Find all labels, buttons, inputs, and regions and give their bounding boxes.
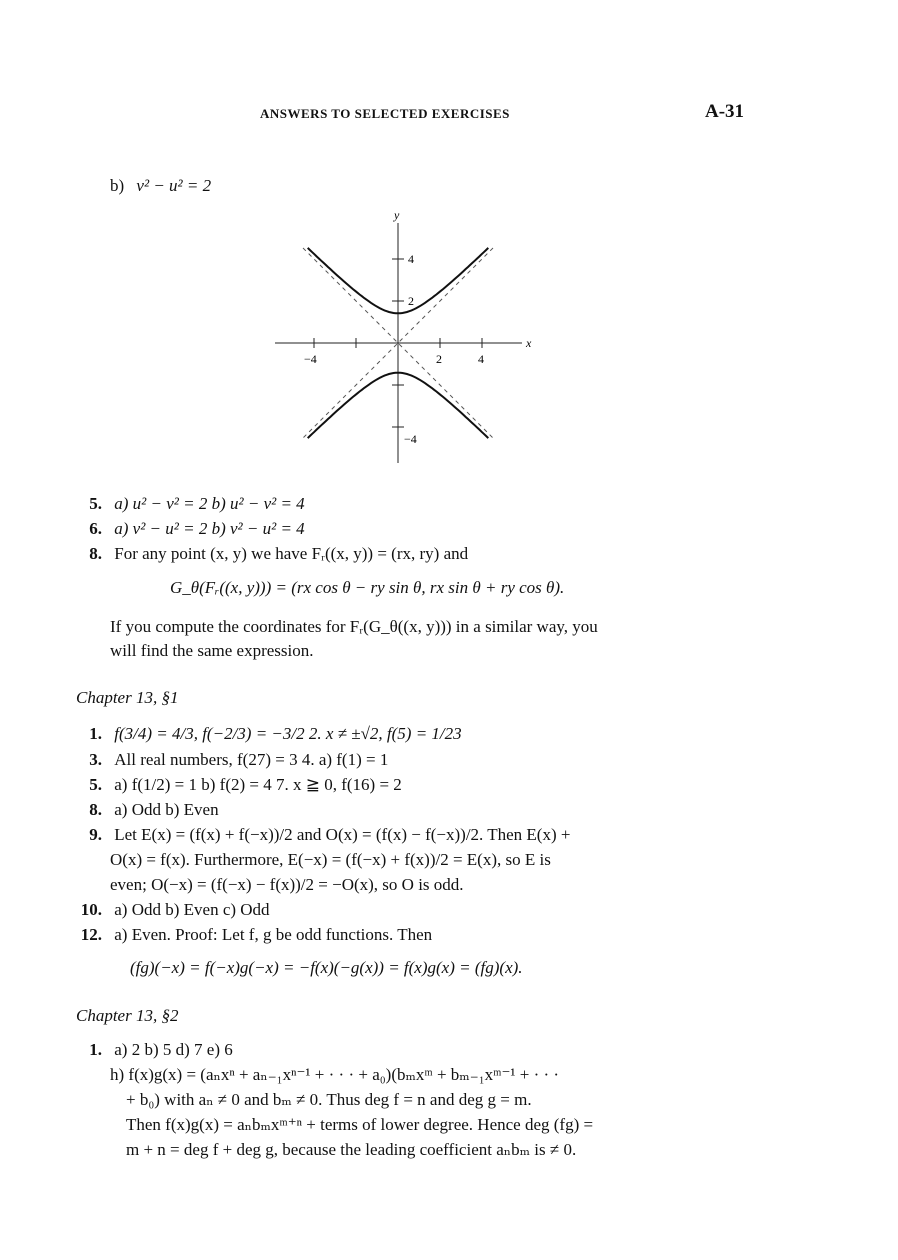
ch13-2-line: m + n = deg f + deg g, because the leading coefficient aₙbₘ is ≠ 0. <box>126 1140 577 1159</box>
answer-8-continuation-2: will find the same expression. <box>110 641 314 660</box>
answer-6: 6. a) v² − u² = 2 b) v² − u² = 4 <box>89 519 305 538</box>
ch13-1-line: 9. Let E(x) = (f(x) + f(−x))/2 and O(x) = (f(x) − f(−x))/2. Then E(x) + <box>89 825 571 844</box>
tick-label-x-2: 2 <box>436 352 442 366</box>
item-b-label: b) <box>110 176 125 195</box>
ch13-1-line: 8. a) Odd b) Even <box>89 800 219 819</box>
tick-label-y-4: 4 <box>408 252 414 266</box>
ch13-1-display: (fg)(−x) = f(−x)g(−x) = −f(x)(−g(x)) = f(x)g(x) = (fg)(x). <box>130 958 523 977</box>
answer-5: 5. a) u² − v² = 2 b) u² − v² = 4 <box>89 494 305 513</box>
ch13-1-line: O(x) = f(x). Furthermore, E(−x) = (f(−x) + f(x))/2 = E(x), so E is <box>110 850 551 869</box>
ch13-1-line: 3. All real numbers, f(27) = 3 4. a) f(1) = 1 <box>89 750 389 769</box>
answer-8: 8. For any point (x, y) we have Fᵣ((x, y)) = (rx, ry) and <box>89 544 469 563</box>
item-b-equation: v² − u² = 2 <box>136 176 212 195</box>
page-number: A-31 <box>705 101 745 122</box>
ch13-2-line: Then f(x)g(x) = aₙbₘxᵐ⁺ⁿ + terms of lower degree. Hence deg (fg) = <box>126 1115 594 1134</box>
tick-label-x-neg4: −4 <box>304 352 317 366</box>
tick-label-x-4: 4 <box>478 352 484 366</box>
answer-8-continuation-1: If you compute the coordinates for Fᵣ(G_θ((x, y))) in a similar way, you <box>110 617 598 636</box>
ch13-1-line: 5. a) f(1/2) = 1 b) f(2) = 4 7. x ≧ 0, f(16) = 2 <box>89 775 402 794</box>
chapter-13-2-heading: Chapter 13, §2 <box>76 1006 179 1025</box>
tick-label-y-neg4: −4 <box>404 432 417 446</box>
tick-label-y-2: 2 <box>408 294 414 308</box>
running-head: ANSWERS TO SELECTED EXERCISES <box>260 106 510 121</box>
ch13-1-line: 12. a) Even. Proof: Let f, g be odd functions. Then <box>80 925 433 944</box>
hyperbola-graph <box>270 205 540 465</box>
ch13-2-line: + b₀) with aₙ ≠ 0 and bₘ ≠ 0. Thus deg f = n and deg g = m. <box>126 1090 532 1109</box>
ch13-2-line: 1. a) 2 b) 5 d) 7 e) 6 <box>89 1040 233 1059</box>
ch13-1-line: even; O(−x) = (f(−x) − f(x))/2 = −O(x), so O is odd. <box>110 875 464 894</box>
item-b-line <box>110 176 211 196</box>
x-axis-label: x <box>526 336 532 350</box>
answer-8-display: G_θ(Fᵣ((x, y))) = (rx cos θ − ry sin θ, rx sin θ + ry cos θ). <box>170 578 565 597</box>
ch13-1-line: 10. a) Odd b) Even c) Odd <box>80 900 270 919</box>
ch13-1-line: 1. f(3/4) = 4/3, f(−2/3) = −3/2 2. x ≠ ±√2, f(5) = 1/23 <box>89 724 462 743</box>
ch13-2-line: h) f(x)g(x) = (aₙxⁿ + aₙ₋₁xⁿ⁻¹ + · · · + a₀)(bₘxᵐ + bₘ₋₁xᵐ⁻¹ + · · · <box>110 1065 560 1084</box>
y-axis-label: y <box>394 208 400 222</box>
chapter-13-1-heading: Chapter 13, §1 <box>76 688 179 707</box>
